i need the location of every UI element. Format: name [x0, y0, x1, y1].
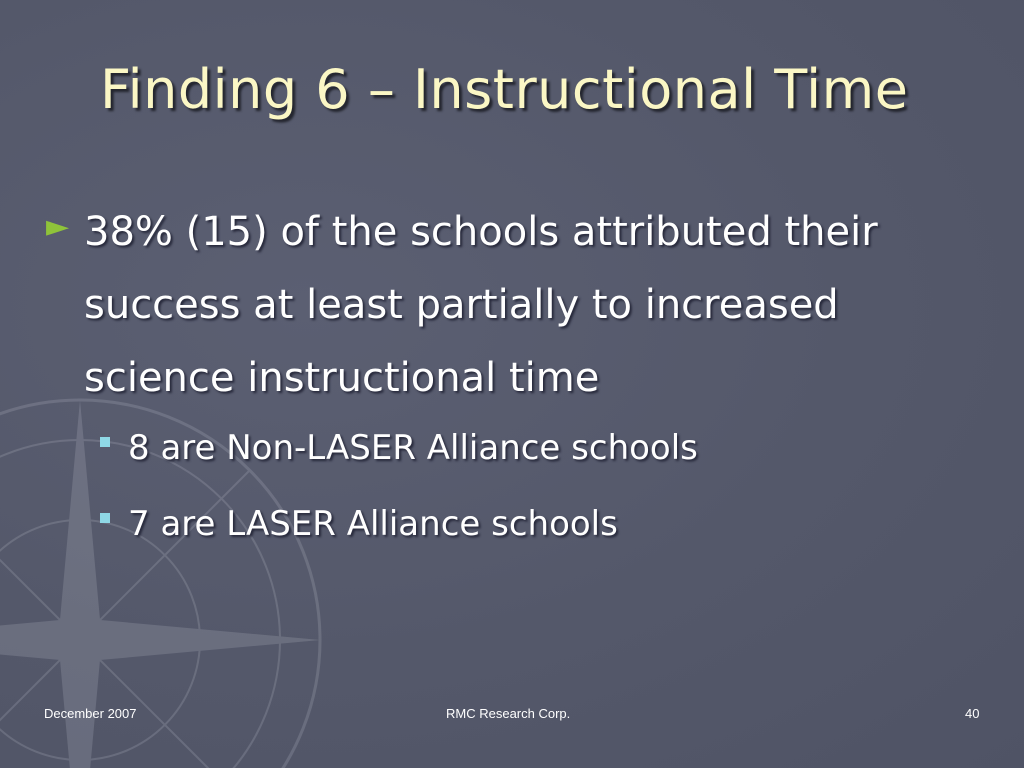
sub-bullet — [100, 504, 618, 544]
slide-title: Finding 6 – Instructional Time — [100, 58, 909, 121]
footer-date: December 2007 — [44, 706, 137, 721]
sub-bullet-text: 7 are LASER Alliance schools — [128, 504, 618, 544]
sub-bullet — [100, 428, 698, 468]
sub-bullet-text: 8 are Non-LASER Alliance schools — [128, 428, 698, 468]
main-bullet — [46, 196, 926, 415]
square-bullet-icon — [100, 437, 110, 447]
footer-organization: RMC Research Corp. — [446, 706, 571, 721]
square-bullet-icon — [100, 513, 110, 523]
footer-page-number: 40 — [965, 706, 980, 721]
triangle-arrow-icon: ► — [46, 209, 70, 244]
main-bullet-text: 38% (15) of the schools attributed their success at least partially to increased science instructional time — [84, 209, 878, 401]
